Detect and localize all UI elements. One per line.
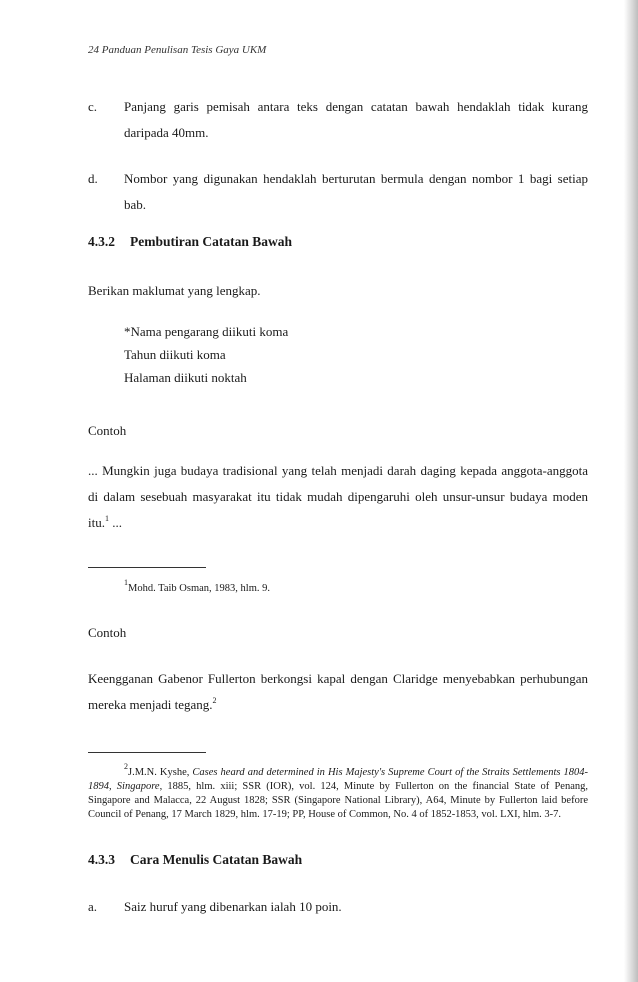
example-ellipsis: ... <box>112 515 122 530</box>
section-title: Pembutiran Catatan Bawah <box>130 234 293 249</box>
footnote-author: J.M.N. Kyshe, <box>128 767 193 778</box>
footnote-separator <box>88 752 206 753</box>
intro-paragraph: Berikan maklumat yang lengkap. <box>88 283 261 298</box>
list-marker: c. <box>88 99 98 114</box>
footnote-text: Mohd. Taib Osman, 1983, hlm. 9. <box>128 583 270 594</box>
list-marker: a. <box>88 899 98 914</box>
footnote-number: 2 <box>124 762 128 771</box>
list-text: Panjang garis pemisah antara teks dengan catatan bawah hendaklah tidak kurang daripada 40mm. <box>124 99 588 140</box>
footnote-separator <box>88 567 206 568</box>
section-number: 4.3.2 <box>88 234 115 249</box>
section-title: Cara Menulis Catatan Bawah <box>130 852 303 867</box>
list-text: Nombor yang digunakan hendaklah berturutan bermula dengan nombor 1 bagi setiap bab. <box>124 171 588 212</box>
list-text: Saiz huruf yang dibenarkan ialah 10 poin. <box>124 899 342 914</box>
section-number: 4.3.3 <box>88 852 115 867</box>
rule-item: Tahun diikuti koma <box>124 347 226 362</box>
footnote-ref: 2 <box>212 696 217 705</box>
running-header: 24 Panduan Penulisan Tesis Gaya UKM <box>88 44 267 56</box>
example-paragraph-2 <box>88 666 588 718</box>
example-label-1: Contoh <box>88 423 127 438</box>
footnote-2 <box>88 762 589 822</box>
rule-list <box>124 320 288 389</box>
example-text: Keengganan Gabenor Fullerton berkongsi kapal dengan Claridge menyebabkan perhubungan mereka menjadi tegang. <box>88 671 588 712</box>
footnote-1 <box>124 578 270 596</box>
list-item-d <box>88 166 588 218</box>
list-item-a <box>88 894 588 920</box>
example-paragraph-1 <box>88 458 588 536</box>
section-heading-433 <box>88 852 302 868</box>
example-label-2: Contoh <box>88 625 127 640</box>
footnote-ref: 1 <box>104 514 109 523</box>
rule-item: Halaman diikuti noktah <box>124 370 247 385</box>
list-item-c <box>88 94 588 146</box>
footnote-number: 1 <box>124 578 128 587</box>
section-heading-432 <box>88 234 292 250</box>
footnote-text: , 1885, hlm. xiii; SSR (IOR), vol. 124, Minute by Fullerton on the financial State of Penang, Singapore and Malacca, 22 August 1828; SSR (Singapore National Library), A64, Minute by Fullerton laid before Council of Penang, 17 March 1829, hlm. 17-19; PP, House of Common, No. 4 of 1852-1853, vol. LXI, hlm. 3-7. <box>88 781 588 820</box>
example-text: ... Mungkin juga budaya tradisional yang telah menjadi darah daging kepada anggota-anggota di dalam sesebuah masyarakat itu tidak mudah dipengaruhi oleh unsur-unsur budaya moden itu. <box>88 463 588 530</box>
list-marker: d. <box>88 171 98 186</box>
rule-item: *Nama pengarang diikuti koma <box>124 324 289 339</box>
footnote-title: Cases heard and determined in His Majesty's Supreme Court of the Straits Settlements 1804-1894, Singapore <box>88 767 589 792</box>
page-edge-shadow <box>624 0 638 982</box>
